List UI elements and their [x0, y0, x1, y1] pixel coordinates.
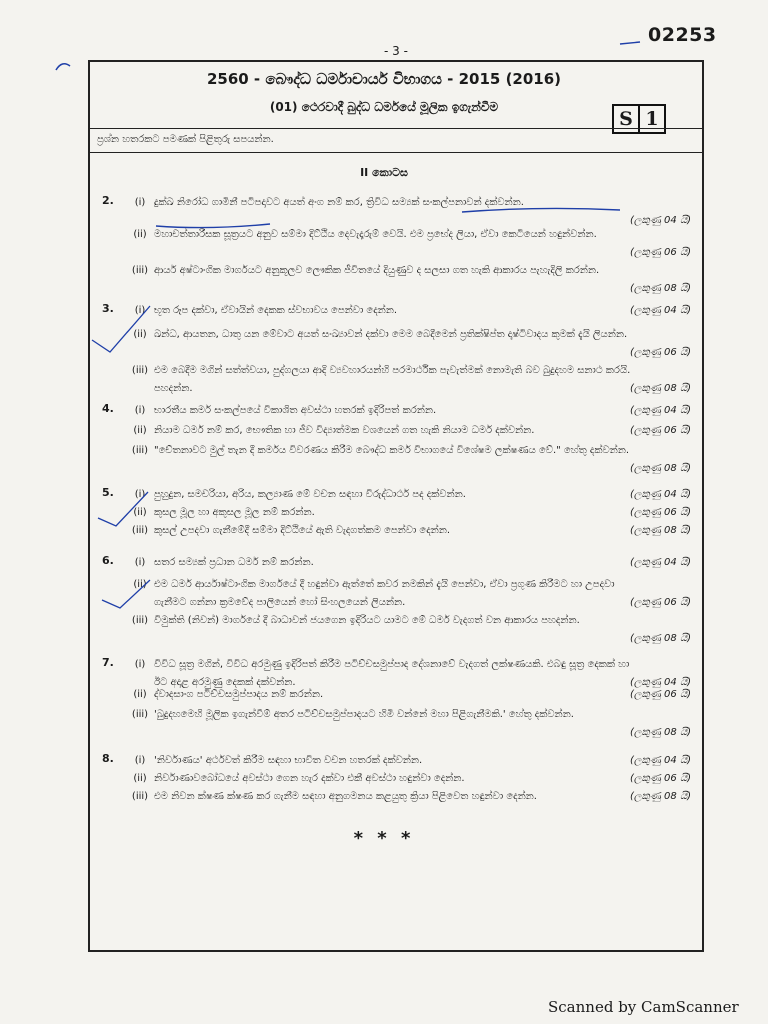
part-label: (ii): [133, 329, 147, 340]
part-label: (iii): [131, 709, 149, 720]
marks-label: (ලකුණු 08 යි): [630, 633, 692, 644]
marks-label: (ලකුණු 06 යි): [630, 689, 692, 700]
marks-label: (ලකුණු 08 යි): [630, 463, 692, 474]
part-label: (iii): [131, 365, 149, 376]
question-text: විමුක්ති (නිවන්) මාර්ගයේ දී බාධාවන් ජයගෙන ඉදිරියට යාමට මේ ධර්ම වැදගත් වන ආකාරය පහදන්න.: [154, 615, 580, 626]
question-text: නියාම ධර්ම නම් කර, භෞතික හා ජීව විද්‍යාත්මක වශයෙන් ගත හැකි නියාම ධර්ම දක්වන්න.: [154, 425, 535, 436]
instruction-text: ප්‍රශ්න හතරකට පමණක් පිළිතුරු සපයන්න.: [97, 134, 274, 145]
part-label: (i): [134, 489, 146, 500]
question-number: 2.: [102, 194, 114, 207]
pen-tick: [98, 492, 148, 526]
end-marker: * * *: [353, 828, 415, 849]
part-label: (iii): [131, 265, 149, 276]
part-label: (iii): [131, 615, 149, 626]
question-text: දුක්ඛ නිරෝධ ගාමිනී පටිපදාවට අයත් අංග නම් කර, ත්‍රිවිධ සම්‍යක් සංකල්පනාවන් දක්වන්න.: [154, 197, 524, 208]
question-text: කුසල මූල හා අකුසල මූල නම් කරන්න.: [154, 507, 315, 518]
part-label: (i): [134, 557, 146, 568]
page-number: - 3 -: [384, 44, 408, 58]
marks-label: (ලකුණු 08 යි): [630, 383, 692, 394]
marks-label: (ලකුණු 06 යි): [630, 347, 692, 358]
question-text: එම ධර්ම ආර්යාෂ්ටාංගික මාර්ගයේ දී හඳුන්වා ඇත්තේ කවර නමකින් දැයි පෙන්වා, ඒවා ප්‍රගුණ කිරීමට හා උපදවා ගැනීමට ගන්නා ක්‍රමවේද පාලියෙන් හෝ සිංහලයෙන් ලියන්න.: [154, 579, 615, 608]
part-label: (iii): [131, 445, 149, 456]
part-label: (ii): [133, 229, 147, 240]
pen-dash: [620, 42, 640, 44]
question-text: 'බුදුදහමෙහි මූලික ඉගැන්වීම් අතර පටිච්චසමුප්පාදයට හිමි වන්නේ මහා පිළිගැනීමකි.' හේතු දක්වන්න.: [154, 709, 574, 720]
marks-label: (ලකුණු 06 යි): [630, 773, 692, 784]
question-text: එම බෙදීම මගින් සත්ත්වයා, පුද්ගලයා ආදි ව්‍යවහාරයන්හි පරමාර්ථික පැවැත්මක් නොමැති බව බුදුදහම සනාථ කරයි. පහදන්න.: [154, 365, 631, 394]
paper-subtitle: (01) ථෙරවාදී බුද්ධ ධර්මයේ මූලික ඉගැන්වීම: [269, 100, 499, 114]
marks-label: (ලකුණු 08 යි): [630, 525, 692, 536]
paper-code: 02253: [648, 24, 717, 46]
question-text: කුසල් උපදවා ගැනීමේදී සම්මා දිට්ඨියේ ඇති වැදගත්කම පෙන්වා දෙන්න.: [154, 525, 451, 536]
pen-underline: [156, 224, 270, 228]
question-text: සතර සම්‍යක් ප්‍රධාන ධර්ම නම් කරන්න.: [154, 557, 314, 568]
pen-tick: [92, 306, 150, 352]
marks-label: (ලකුණු 06 යි): [630, 247, 692, 258]
marks-label: (ලකුණු 04 යි): [630, 405, 692, 416]
part-label: (iii): [131, 525, 149, 536]
part-label: (iii): [131, 791, 149, 802]
marks-label: (ලකුණු 04 යි): [630, 677, 692, 688]
question-text: 'නිර්වාණය' අර්ථවත් කිරීම සඳහා භාවිත වචන හතරක් දක්වන්න.: [154, 755, 423, 766]
pen-underline: [462, 208, 620, 212]
part-label: (i): [134, 305, 146, 316]
question-text: මහාචත්තාරීසක සූත්‍රයට අනුව සම්මා දිට්ඨිය දෙවැදෑරුම් වෙයි. එම ප්‍රභේද ලියා, ඒවා කෙටියෙන් හඳුන්වන්න.: [154, 229, 597, 240]
marks-label: (ලකුණු 06 යි): [630, 507, 692, 518]
marks-label: (ලකුණු 08 යි): [630, 791, 692, 802]
part-label: (i): [134, 405, 146, 416]
marks-label: (ලකුණු 04 යි): [630, 215, 692, 226]
part-label: (ii): [133, 773, 147, 784]
marks-label: (ලකුණු 04 යි): [630, 489, 692, 500]
marks-label: (ලකුණු 08 යි): [630, 283, 692, 294]
question-text: විවිධ සූත්‍ර මගින්, විවිධ අරමුණු ඉදිරිපත් කිරීම පටිච්චසමුප්පාද දේශනාවේ වැදගත් ලක්ෂණයකි. එබඳු සූත්‍ර දෙකක් හා ඊට අදාළ අරමුණු දෙකක් දක්වන්න.: [154, 659, 630, 688]
marks-label: (ලකුණු 06 යි): [630, 425, 692, 436]
question-text: "චේතනාවට මුල් තැන දී කර්මය විවරණය කිරීම බෞද්ධ කර්ම විභාගයේ විශේෂම ලක්ෂණය වේ." හේතු දක්වන්න.: [154, 445, 630, 456]
question-text: ඛන්ධ, ආයතන, ධාතු යන මේවාට අයත් සංඛ්‍යාවන් දක්වා මෙම බෙදීමෙන් ප්‍රතික්ෂිප්ත දෘෂ්ටිවාදය කුමක් දැයි ලියන්න.: [154, 329, 628, 340]
pen-tick: [102, 580, 150, 608]
marks-label: (ලකුණු 04 යි): [630, 557, 692, 568]
part-label: (ii): [133, 689, 147, 700]
question-text: භූත රූප දක්වා, ඒවායින් දෙකක ස්වභාවය පෙන්වා දෙන්න.: [154, 305, 398, 316]
question-text: එම නිවන ක්ෂණ ක්ෂණ කර ගැනීම සඳහා අනුගමනය කළයුතු ක්‍රියා පිළිවෙත හඳුන්වා දෙන්න.: [154, 791, 537, 802]
question-text: නිර්වාණාවබෝධයේ අවස්ථා ගෙන හැර දක්වා එකී අවස්ථා හඳුන්වා දෙන්න.: [154, 773, 465, 784]
question-number: 6.: [102, 554, 114, 567]
scanner-watermark: Scanned by CamScanner: [548, 998, 739, 1016]
question-text: ද්වාදසාංග පටිච්චසමුප්පාදය නම් කරන්න.: [154, 689, 324, 700]
question-number: 8.: [102, 752, 114, 765]
marks-label: (ලකුණු 04 යි): [630, 755, 692, 766]
question-text: පුහුදුන, සමචරියා, අරිය, කල්‍යාණ මේ වචන සඳහා විරුද්ධාර්ථ පද දක්වන්න.: [154, 489, 466, 500]
part-label: (i): [134, 659, 146, 670]
question-text: භාරතීය කර්ම සංකල්පයේ විකාශිත අවස්ථා හතරක් ඉදිරිපත් කරන්න.: [154, 405, 437, 416]
pen-mark: [56, 64, 70, 70]
question-number: 5.: [102, 486, 114, 499]
code-box-number: 1: [638, 106, 664, 132]
exam-title: 2560 - බෞද්ධ ධර්මාචාර්ය විභාගය - 2015 (2016): [206, 70, 562, 88]
question-number: 3.: [102, 302, 114, 315]
part-label: (ii): [133, 507, 147, 518]
marks-label: (ලකුණු 08 යි): [630, 727, 692, 738]
question-number: 4.: [102, 402, 114, 415]
question-text: ආර්ය අෂ්ටාංගික මාර්ගයට අනුකූලව ලෞකික ජීවිතයේ දියුණුව ද සලසා ගත හැකි ආකාරය පැහැදිලි කරන්න.: [154, 265, 600, 276]
part-label: (i): [134, 755, 146, 766]
code-box-letter: S: [619, 108, 633, 130]
part-label: (ii): [133, 425, 147, 436]
section-title: II කොටස: [360, 166, 408, 179]
question-number: 7.: [102, 656, 114, 669]
marks-label: (ලකුණු 04 යි): [630, 305, 692, 316]
marks-label: (ලකුණු 06 යි): [630, 597, 692, 608]
part-label: (i): [134, 197, 146, 208]
part-label: (ii): [133, 579, 147, 590]
